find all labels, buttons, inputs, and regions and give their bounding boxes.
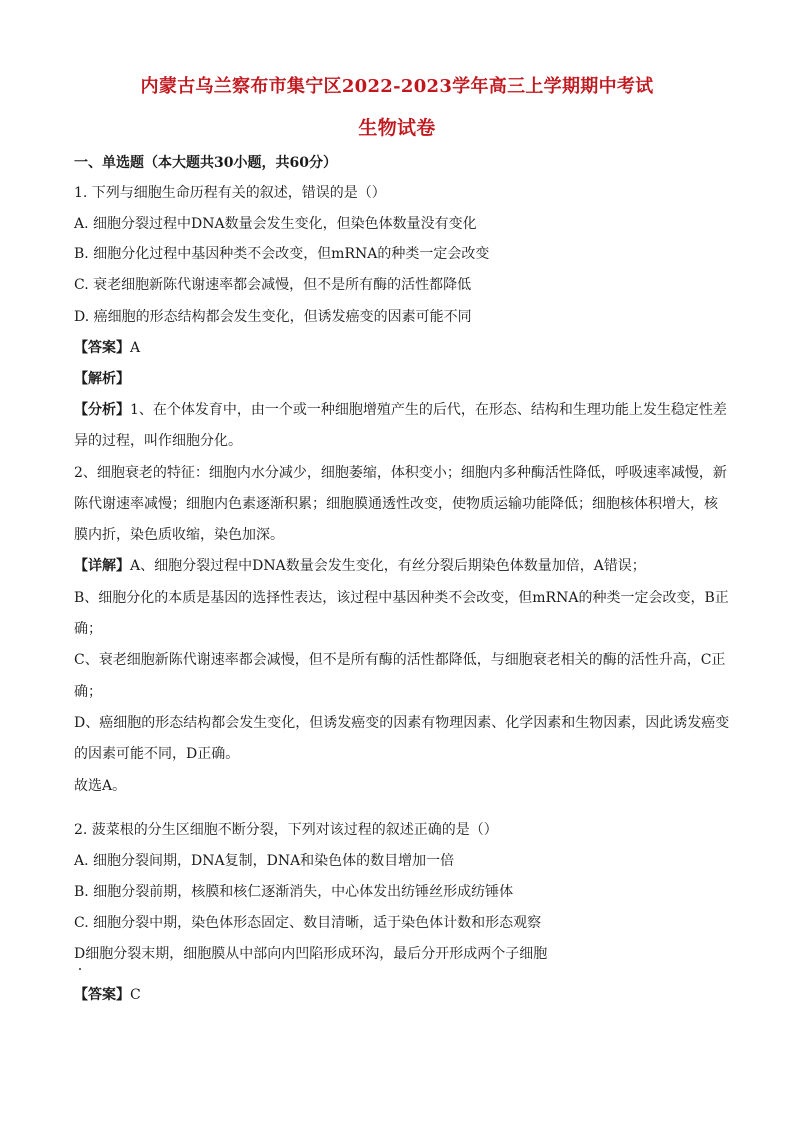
page-subtitle: 生物试卷 (358, 117, 436, 139)
question-1-option-d: D. 癌细胞的形态结构都会发生变化，但诱发癌变的因素可能不同 (74, 309, 472, 325)
xiangjie-line-5: 确； (74, 684, 102, 700)
xiangjie-line-7: 的因素可能不同，D正确。 (74, 746, 240, 762)
question-1-option-a: A. 细胞分裂过程中DNA数量会发生变化，但染色体数量没有变化 (74, 216, 477, 232)
question-2-answer (74, 985, 724, 1005)
question-2-option-c: C. 细胞分裂中期，染色体形态固定、数目清晰，适于染色体计数和形态观察 (74, 915, 542, 931)
analysis-tag: 【解析】 (74, 371, 130, 387)
answer-tag: 【答案】 (74, 987, 130, 1003)
fenxi-line-4: 陈代谢速率减慢；细胞内色素逐渐积累；细胞膜通透性改变，使物质运输功能降低；细胞核体积增大，核 (74, 496, 718, 512)
fenxi-tag: 【分析】 (74, 402, 130, 418)
question-2-option-b: B. 细胞分裂前期，核膜和核仁逐渐消失，中心体发出纺锤丝形成纺锤体 (74, 884, 514, 900)
question-1-answer (74, 338, 724, 358)
answer-value: C (130, 987, 141, 1003)
xiangjie-tag: 【详解】 (74, 558, 130, 574)
question-1-stem: 1. 下列与细胞生命历程有关的叙述，错误的是（） (74, 185, 386, 201)
xiangjie-line-1 (74, 556, 724, 576)
fenxi-text: 1、在个体发育中，由一个或一种细胞增殖产生的后代，在形态、结构和生理功能上发生稳定性差 (130, 402, 727, 418)
answer-tag: 【答案】 (74, 340, 130, 356)
xiangjie-line-8: 故选A。 (74, 778, 127, 794)
fenxi-line-3: 2、细胞衰老的特征：细胞内水分减少，细胞萎缩，体积变小；细胞内多种酶活性降低，呼吸速率减慢，新 (74, 465, 727, 481)
fenxi-line-5: 膜内折，染色质收缩，染色加深。 (74, 527, 284, 543)
fenxi-line-2: 异的过程，叫作细胞分化。 (74, 433, 242, 449)
question-2-option-a: A. 细胞分裂间期，DNA复制，DNA和染色体的数目增加一倍 (74, 853, 455, 869)
section-heading: 一、单选题（本大题共30小题，共60分） (74, 155, 337, 171)
xiangjie-line-2: B、细胞分化的本质是基因的选择性表达，该过程中基因种类不会改变，但mRNA的种类一定会改变，B正 (74, 590, 729, 606)
xiangjie-line-6: D、癌细胞的形态结构都会发生变化，但诱发癌变的因素有物理因素、化学因素和生物因素，因此诱发癌变 (74, 715, 730, 731)
fenxi-line-1 (74, 400, 727, 420)
question-2-stem: 2. 菠菜根的分生区细胞不断分裂，下列对该过程的叙述正确的是（） (74, 822, 498, 838)
xiangjie-line-3: 确； (74, 621, 102, 637)
question-2-option-d: D细胞分裂末期，细胞膜从中部向内凹陷形成环沟，最后分开形成两个子细胞 (74, 946, 548, 962)
answer-value: A (130, 340, 141, 356)
question-1-option-b: B. 细胞分化过程中基因种类不会改变，但mRNA的种类一定会改变 (74, 246, 490, 262)
xiangjie-line-4: C、衰老细胞新陈代谢速率都会减慢，但不是所有酶的活性都降低，与细胞衰老相关的酶的活性升高，C正 (74, 652, 726, 668)
xiangjie-text: A、细胞分裂过程中DNA数量会发生变化，有丝分裂后期染色体数量加倍，A错误； (130, 558, 646, 574)
page-title: 内蒙古乌兰察布市集宁区2022-2023学年高三上学期期中考试 (140, 76, 654, 97)
stray-dot (79, 968, 81, 970)
question-1-option-c: C. 衰老细胞新陈代谢速率都会减慢，但不是所有酶的活性都降低 (74, 277, 472, 293)
